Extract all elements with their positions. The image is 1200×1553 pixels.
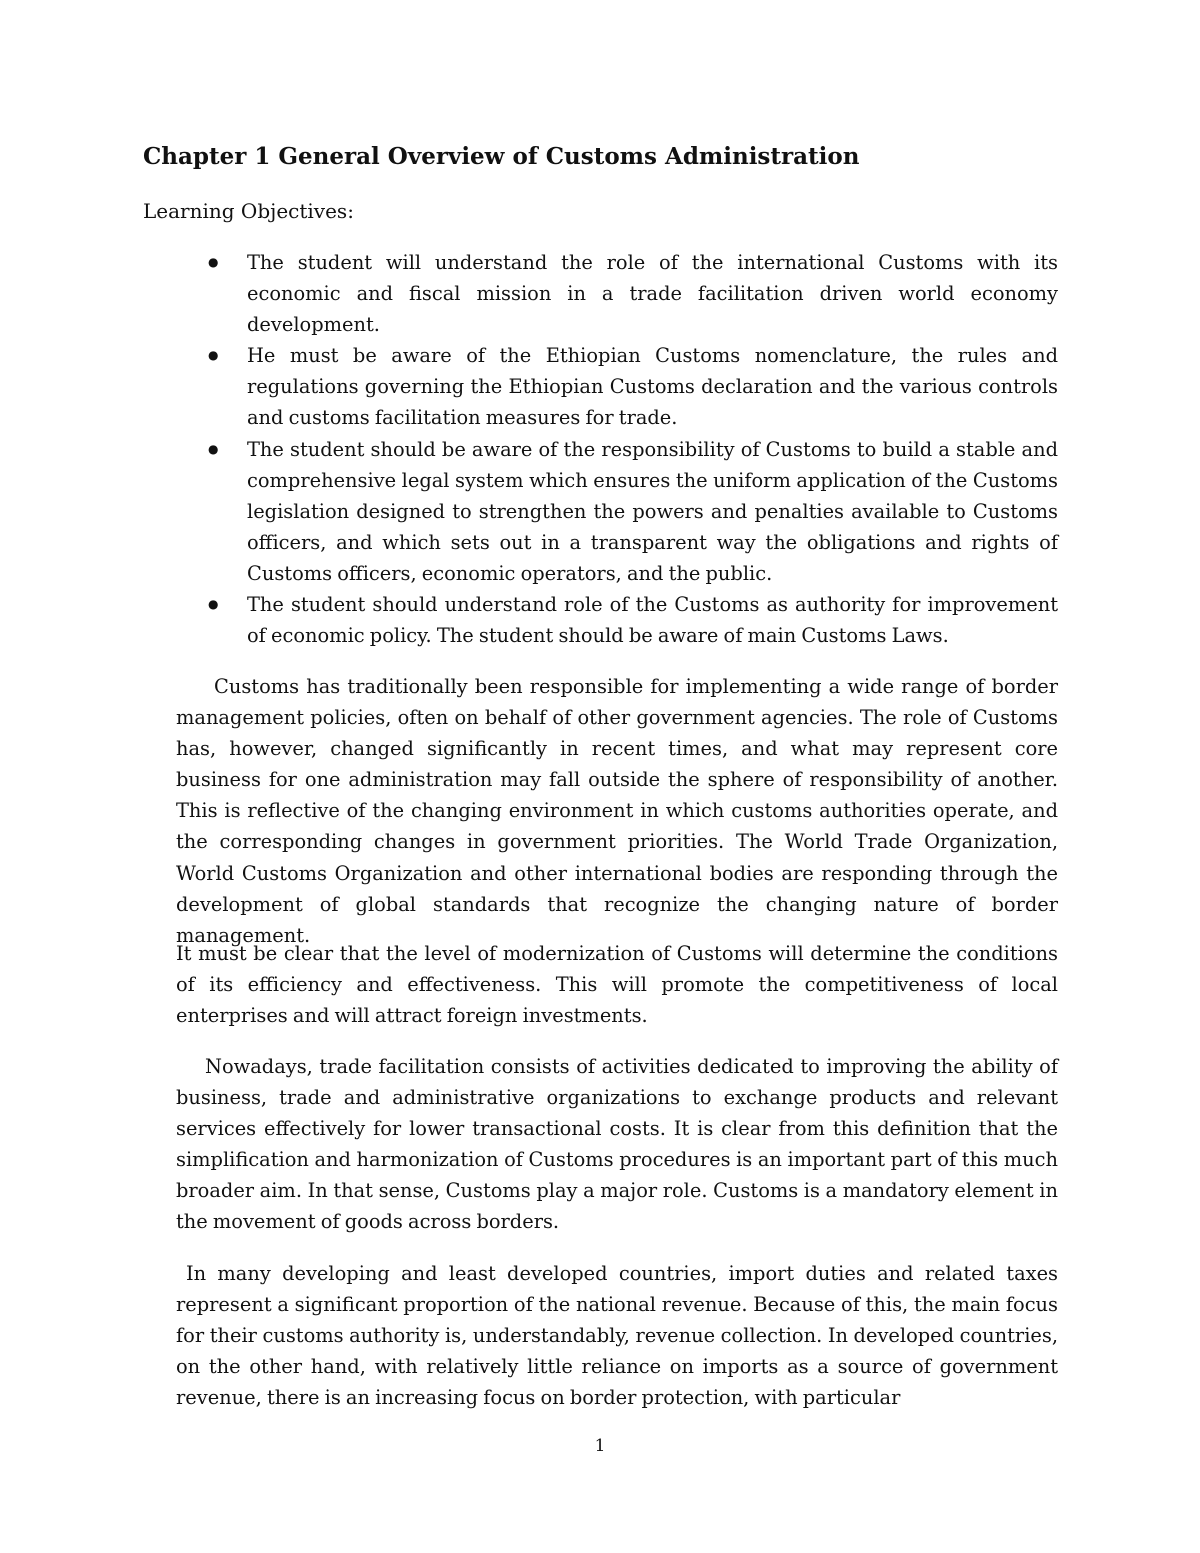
learning-objectives-label: Learning Objectives:: [143, 199, 354, 223]
body-paragraph: Nowadays, trade facilitation consists of activities dedicated to improving the ability of business, trade and administrative organizations to exchange products and relevant services effectively for lower transactional costs. It is clear from this definition that the simplification and harmonization of Customs procedures is an important part of this much broader aim. In that sense, Customs play a major role. Customs is a mandatory element in the movement of goods across borders.: [176, 1055, 1058, 1234]
objective-item: ● He must be aware of the Ethiopian Customs nomenclature, the rules and regulations governing the Ethiopian Customs declaration and the various controls and customs facilitation measures for trade.: [208, 340, 1058, 433]
body-paragraph: It must be clear that the level of modernization of Customs will determine the conditions of its efficiency and effectiveness. This will promote the competitiveness of local enterprises and will attract foreign investments.: [176, 942, 1058, 1028]
objective-item: ● The student should be aware of the responsibility of Customs to build a stable and comprehensive legal system which ensures the uniform application of the Customs legislation designed to strengthen the powers and penalties available to Customs officers, and which sets out in a transparent way the obligations and rights of Customs officers, economic operators, and the public.: [208, 434, 1058, 589]
objective-item: ● The student will understand the role of the international Customs with its economic and fiscal mission in a trade facilitation driven world economy development.: [208, 247, 1058, 340]
learning-objectives-list: [208, 247, 1058, 651]
chapter-title: Chapter 1 General Overview of Customs Administration: [143, 143, 860, 170]
objective-item: ● The student should understand role of the Customs as authority for improvement of economic policy. The student should be aware of main Customs Laws.: [208, 589, 1058, 651]
body-paragraph: In many developing and least developed countries, import duties and related taxes represent a significant proportion of the national revenue. Because of this, the main focus for their customs authority is, understandably, revenue collection. In developed countries, on the other hand, with relatively little reliance on imports as a source of government revenue, there is an increasing focus on border protection, with particular: [176, 1262, 1058, 1410]
body-paragraph: Customs has traditionally been responsible for implementing a wide range of border management policies, often on behalf of other government agencies. The role of Customs has, however, changed significantly in recent times, and what may represent core business for one administration may fall outside the sphere of responsibility of another. This is reflective of the changing environment in which customs authorities operate, and the corresponding changes in government priorities. The World Trade Organization, World Customs Organization and other international bodies are responding through the development of global standards that recognize the changing nature of border management.: [176, 675, 1058, 947]
page-number: 1: [594, 1436, 606, 1456]
